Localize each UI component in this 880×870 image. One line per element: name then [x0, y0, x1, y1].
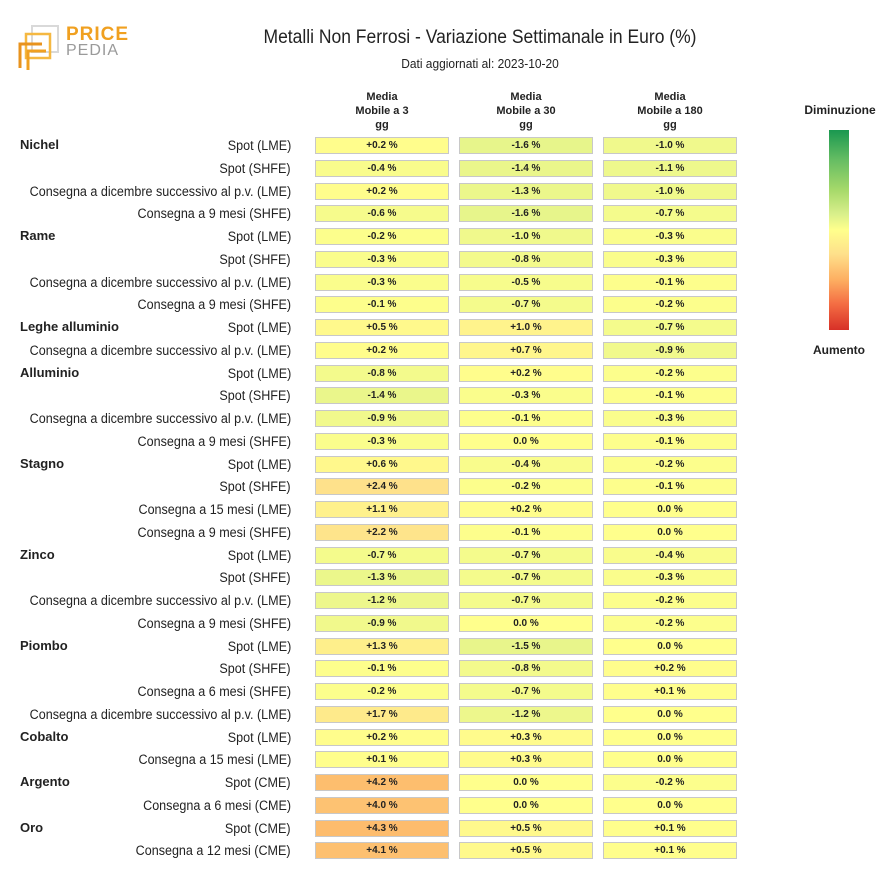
heatmap-cell: +0.2 %: [315, 183, 449, 200]
heatmap-cell: -0.9 %: [315, 410, 449, 427]
heatmap-cell: 0.0 %: [459, 433, 593, 450]
heatmap-cell: -0.7 %: [459, 547, 593, 564]
row-label: Consegna a 15 mesi (LME): [138, 502, 291, 517]
heatmap-cell: -0.4 %: [315, 160, 449, 177]
heatmap-cell: -0.2 %: [603, 592, 737, 609]
heatmap-cell: +0.6 %: [315, 456, 449, 473]
group-label: Leghe alluminio: [20, 319, 119, 334]
row-label: Spot (LME): [227, 729, 291, 745]
heatmap-cell: 0.0 %: [459, 615, 593, 632]
heatmap-cell: -1.0 %: [603, 183, 737, 200]
heatmap-cell: +4.0 %: [315, 797, 449, 814]
heatmap-cell: -0.1 %: [315, 660, 449, 677]
heatmap-cell: -1.2 %: [315, 592, 449, 609]
heatmap-cell: +0.1 %: [603, 683, 737, 700]
heatmap-cell: 0.0 %: [459, 774, 593, 791]
heatmap-cell: 0.0 %: [603, 797, 737, 814]
heatmap-cell: +2.4 %: [315, 478, 449, 495]
row-label: Consegna a dicembre successivo al p.v. (LME): [29, 706, 291, 722]
row-label: Consegna a 9 mesi (SHFE): [137, 297, 291, 313]
row-label: Spot (SHFE): [219, 160, 291, 176]
heatmap-cell: -0.2 %: [603, 774, 737, 791]
heatmap-cell: -1.6 %: [459, 205, 593, 222]
column-header-0: Media Mobile a 3 gg: [355, 91, 409, 131]
group-label: Nichel: [20, 137, 60, 152]
row-label: Spot (CME): [225, 775, 291, 790]
row-label: Spot (LME): [227, 365, 291, 381]
heatmap-cell: -0.7 %: [603, 319, 737, 336]
heatmap-cell: -0.7 %: [603, 205, 737, 222]
heatmap-cell: -0.2 %: [459, 478, 593, 495]
heatmap-cell: +0.5 %: [459, 820, 593, 837]
logo-text-pedia: PEDIA: [66, 42, 120, 59]
row-label: Spot (LME): [227, 456, 291, 472]
heatmap-cell: +4.3 %: [315, 820, 449, 837]
group-label: Alluminio: [20, 364, 80, 380]
heatmap-cell: +0.3 %: [459, 729, 593, 746]
heatmap-cell: -1.3 %: [315, 569, 449, 586]
row-label: Consegna a 9 mesi (SHFE): [137, 206, 291, 222]
heatmap-cell: +0.1 %: [315, 751, 449, 768]
heatmap-cell: -0.7 %: [459, 569, 593, 586]
heatmap-cell: 0.0 %: [603, 751, 737, 768]
heatmap-cell: -0.2 %: [603, 456, 737, 473]
heatmap-cell: +1.3 %: [315, 638, 449, 655]
heatmap-cell: -0.1 %: [603, 274, 737, 291]
heatmap-cell: +0.5 %: [459, 842, 593, 859]
row-label: Spot (LME): [227, 547, 291, 563]
row-label: Spot (LME): [227, 638, 291, 654]
row-label: Consegna a dicembre successivo al p.v. (LME): [29, 593, 291, 608]
row-label: Consegna a dicembre successivo al p.v. (LME): [29, 342, 291, 358]
heatmap-cell: -0.3 %: [603, 569, 737, 586]
heatmap-cell: -1.4 %: [315, 387, 449, 404]
heatmap-cell: -1.3 %: [459, 183, 593, 200]
group-label: Argento: [20, 774, 70, 789]
heatmap-cell: -0.7 %: [459, 592, 593, 609]
heatmap-cell: +0.1 %: [603, 820, 737, 837]
heatmap-cell: +0.2 %: [459, 365, 593, 382]
heatmap-cell: -1.5 %: [459, 638, 593, 655]
row-label: Consegna a dicembre successivo al p.v. (LME): [29, 183, 291, 199]
heatmap-cell: +0.7 %: [459, 342, 593, 359]
heatmap-cell: -0.3 %: [459, 387, 593, 404]
heatmap-cell: +0.2 %: [315, 342, 449, 359]
heatmap-cell: -1.0 %: [459, 228, 593, 245]
heatmap-cell: -0.1 %: [315, 296, 449, 313]
heatmap-cell: -0.7 %: [315, 547, 449, 564]
heatmap-cell: -1.0 %: [603, 137, 737, 154]
heatmap-cell: +4.2 %: [315, 774, 449, 791]
row-label: Consegna a dicembre successivo al p.v. (LME): [29, 274, 291, 290]
heatmap-cell: 0.0 %: [603, 638, 737, 655]
heatmap-cell: +2.2 %: [315, 524, 449, 541]
logo-text-price: PRICE: [66, 24, 130, 45]
heatmap-cell: -1.6 %: [459, 137, 593, 154]
heatmap-cell: -1.1 %: [603, 160, 737, 177]
heatmap-cell: +0.2 %: [315, 729, 449, 746]
heatmap-cell: -0.6 %: [315, 205, 449, 222]
heatmap-cell: +1.0 %: [459, 319, 593, 336]
row-label: Spot (SHFE): [219, 661, 291, 677]
heatmap-cell: -0.8 %: [315, 365, 449, 382]
heatmap-cell: 0.0 %: [603, 706, 737, 723]
heatmap-cell: +0.2 %: [315, 137, 449, 154]
row-label: Consegna a 6 mesi (SHFE): [137, 684, 291, 699]
row-label: Consegna a 9 mesi (SHFE): [137, 615, 291, 631]
heatmap-cell: -1.4 %: [459, 160, 593, 177]
row-label: Spot (SHFE): [219, 479, 291, 495]
heatmap-cell: -0.7 %: [459, 683, 593, 700]
row-label: Consegna a dicembre successivo al p.v. (LME): [29, 411, 291, 426]
heatmap-cell: -0.3 %: [603, 251, 737, 268]
heatmap-cell: -0.3 %: [315, 274, 449, 291]
heatmap-cell: +0.2 %: [459, 501, 593, 518]
heatmap-cell: -0.4 %: [459, 456, 593, 473]
heatmap-cell: -0.1 %: [603, 433, 737, 450]
heatmap-cell: +4.1 %: [315, 842, 449, 859]
heatmap-cell: 0.0 %: [603, 729, 737, 746]
heatmap-cell: +1.1 %: [315, 501, 449, 518]
heatmap-cell: -0.2 %: [315, 683, 449, 700]
heatmap-cell: -0.3 %: [315, 251, 449, 268]
heatmap-cell: +0.5 %: [315, 319, 449, 336]
legend-top-label: Diminuzione: [804, 103, 876, 117]
group-label: Rame: [20, 228, 56, 243]
row-label: Consegna a 15 mesi (LME): [138, 752, 291, 768]
heatmap-cell: -0.2 %: [603, 365, 737, 382]
heatmap-cell: +1.7 %: [315, 706, 449, 723]
column-header-2: Media Mobile a 180 gg: [637, 91, 703, 131]
heatmap-cell: -0.2 %: [603, 615, 737, 632]
heatmap-cell: -0.1 %: [603, 478, 737, 495]
row-label: Spot (LME): [227, 229, 291, 244]
heatmap-cell: -0.9 %: [315, 615, 449, 632]
heatmap-cell: -0.7 %: [459, 296, 593, 313]
row-label: Consegna a 9 mesi (SHFE): [137, 433, 291, 449]
chart-subtitle: Dati aggiornati al: 2023-10-20: [401, 56, 559, 71]
heatmap-cell: +0.3 %: [459, 751, 593, 768]
heatmap-cell: -0.8 %: [459, 251, 593, 268]
heatmap-cell: +0.2 %: [603, 660, 737, 677]
column-header-1: Media Mobile a 30 gg: [496, 91, 556, 131]
row-label: Spot (SHFE): [219, 570, 291, 586]
row-label: Spot (CME): [225, 820, 291, 836]
row-label: Spot (LME): [227, 138, 291, 153]
heatmap-cell: -0.9 %: [603, 342, 737, 359]
row-label: Spot (SHFE): [219, 251, 291, 267]
heatmap-cell: -0.2 %: [603, 296, 737, 313]
heatmap-cell: -0.1 %: [603, 387, 737, 404]
row-label: Consegna a 12 mesi (CME): [136, 843, 291, 859]
legend-color-scale: [829, 130, 849, 330]
heatmap-cell: 0.0 %: [603, 501, 737, 518]
group-label: Stagno: [20, 455, 65, 471]
heatmap-cell: -0.3 %: [603, 410, 737, 427]
heatmap-cell: 0.0 %: [459, 797, 593, 814]
group-label: Piombo: [20, 637, 68, 653]
legend-bottom-label: Aumento: [813, 343, 865, 357]
heatmap-cell: -0.2 %: [315, 228, 449, 245]
heatmap-cell: -0.4 %: [603, 547, 737, 564]
heatmap-cell: -0.5 %: [459, 274, 593, 291]
heatmap-cell: -0.3 %: [315, 433, 449, 450]
row-label: Consegna a 9 mesi (SHFE): [137, 524, 291, 540]
heatmap-cell: +0.1 %: [603, 842, 737, 859]
heatmap-cell: -1.2 %: [459, 706, 593, 723]
group-label: Oro: [20, 819, 44, 835]
row-label: Spot (LME): [227, 320, 291, 335]
chart-title: Metalli Non Ferrosi - Variazione Settimanale in Euro (%): [263, 27, 697, 48]
group-label: Cobalto: [20, 728, 69, 744]
row-label: Spot (SHFE): [219, 388, 291, 404]
heatmap-cell: -0.1 %: [459, 524, 593, 541]
heatmap-cell: -0.8 %: [459, 660, 593, 677]
heatmap-cell: -0.3 %: [603, 228, 737, 245]
heatmap-cell: 0.0 %: [603, 524, 737, 541]
group-label: Zinco: [20, 546, 55, 562]
heatmap-cell: -0.1 %: [459, 410, 593, 427]
row-label: Consegna a 6 mesi (CME): [143, 797, 291, 813]
